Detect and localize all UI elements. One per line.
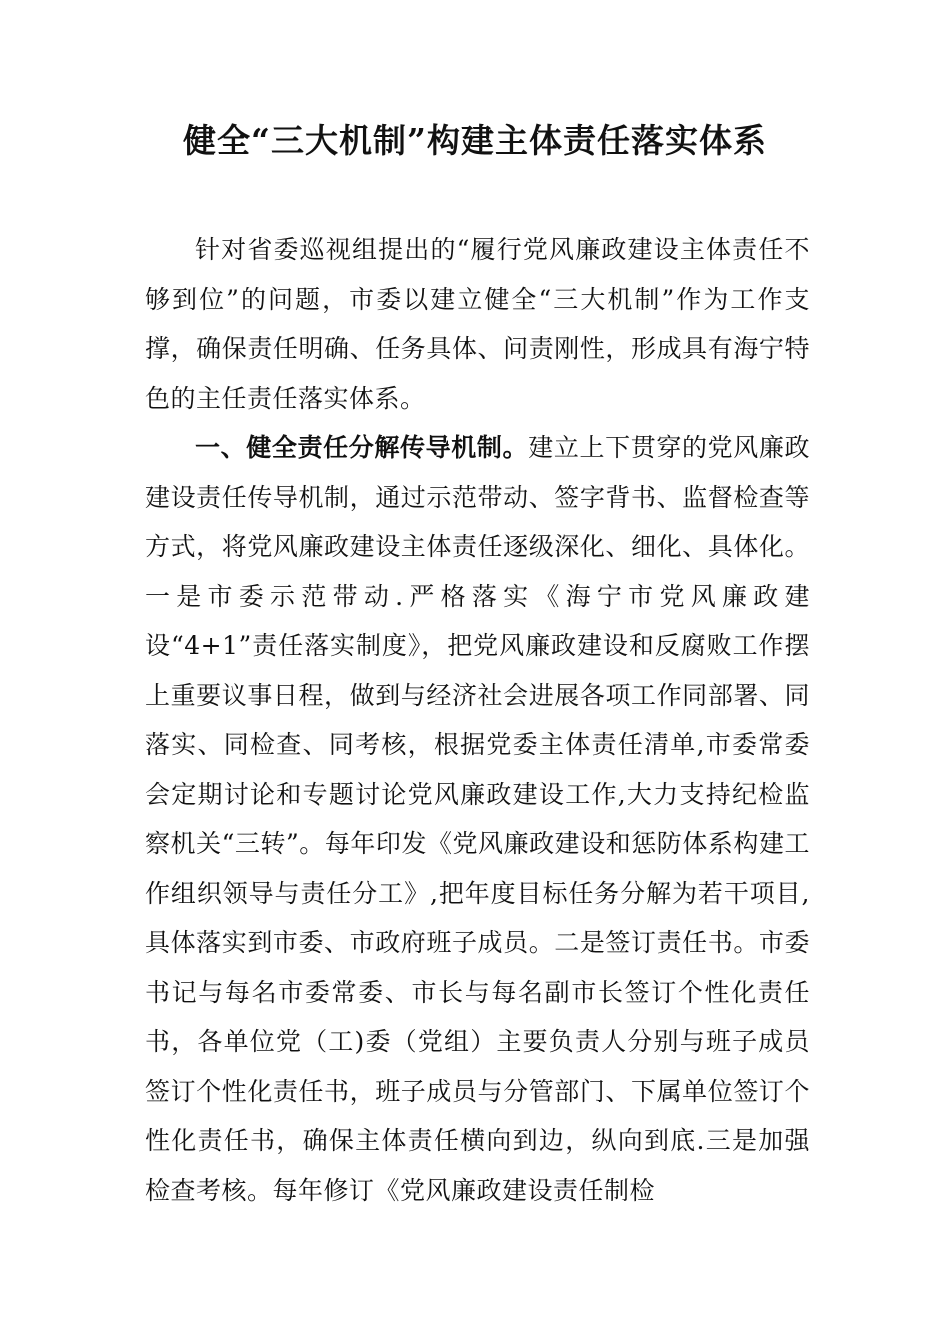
paragraph-intro — [145, 225, 810, 423]
document-title: 健全“三大机制”构建主体责任落实体系 — [183, 121, 767, 160]
document-body — [145, 225, 810, 1215]
paragraph-intro-text: 针对省委巡视组提出的“履行党风廉政建设主体责任不够到位”的问题，市委以建立健全“三大机制”作为工作支撑，确保责任明确、任务具体、问责刚性，形成具有海宁特色的主任责任落实体系。 — [145, 235, 810, 413]
section-one-heading: 一、健全责任分解传导机制。 — [195, 433, 529, 462]
section-one-text: 建立上下贯穿的党风廉政建设责任传导机制，通过示范带动、签字背书、监督检查等方式，将党风廉政建设主体责任逐级深化、细化、具体化。一是市委示范带动.严格落实《海宁市党风廉政建设“4+1”责任落实制度》，把党风廉政建设和反腐败工作摆上重要议事日程，做到与经济社会进展各项工作同部署、同落实、同检查、同考核，根据党委主体责任清单,市委常委会定期讨论和专题讨论党风廉政建设工作,大力支持纪检监察机关“三转”。每年印发《党风廉政建设和惩防体系构建工作组织领导与责任分工》,把年度目标任务分解为若干项目,具体落实到市委、市政府班子成员。二是签订责任书。市委书记与每名市委常委、市长与每名副市长签订个性化责任书，各单位党（工)委（党组）主要负责人分别与班子成员签订个性化责任书，班子成员与分管部门、下属单位签订个性化责任书，确保主体责任横向到边，纵向到底.三是加强检查考核。每年修订《党风廉政建设责任制检 — [145, 433, 810, 1205]
paragraph-section-one — [145, 423, 810, 1215]
